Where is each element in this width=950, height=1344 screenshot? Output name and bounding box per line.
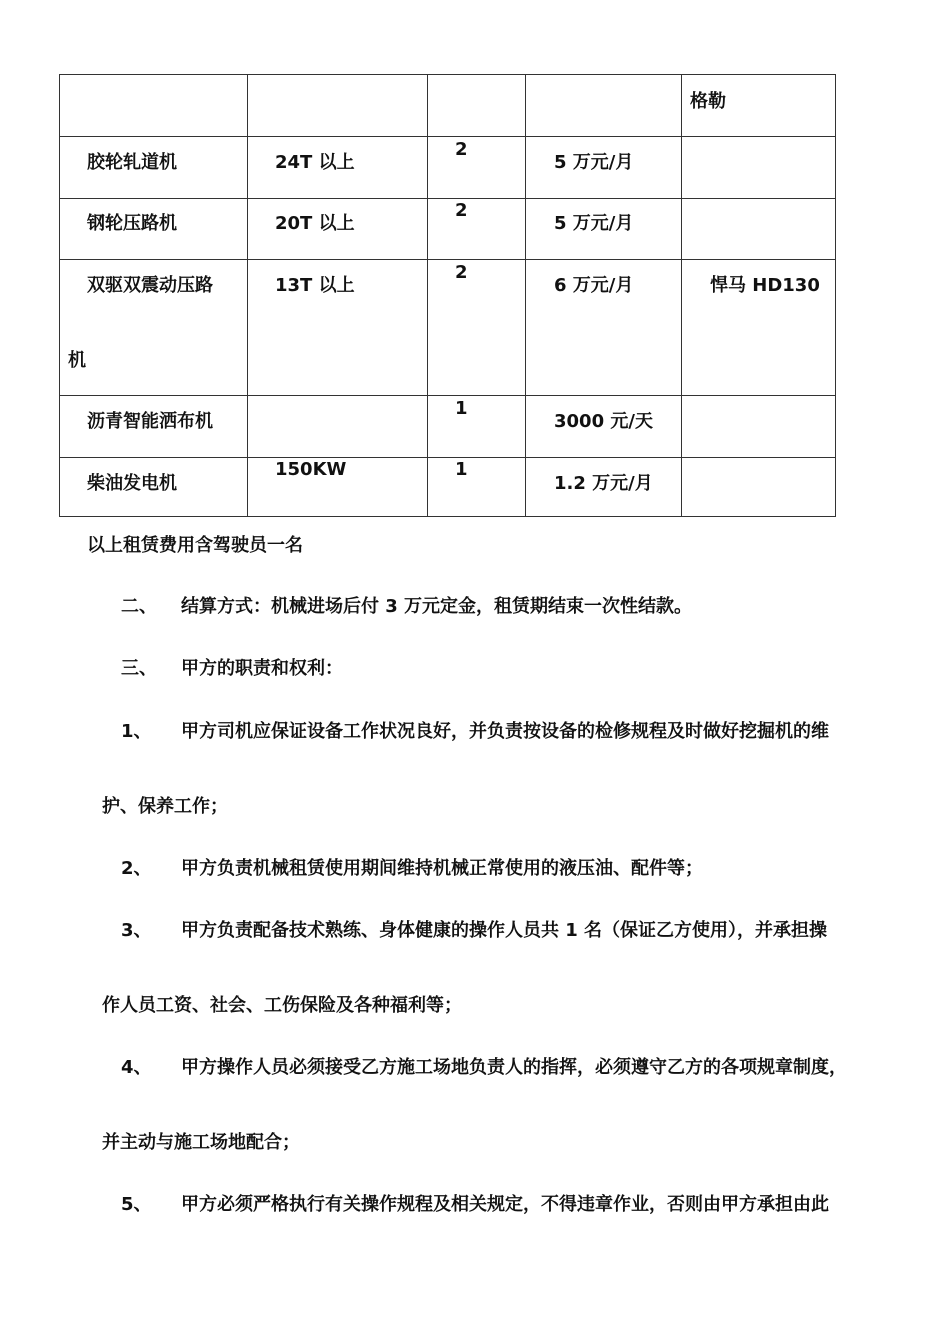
table-cell-name: 沥青智能洒布机 bbox=[87, 411, 213, 432]
table-cell-price: 5 万元/月 bbox=[554, 213, 634, 234]
section-number: 三、 bbox=[121, 658, 157, 679]
section-number: 二、 bbox=[121, 596, 157, 617]
table-cell-qty: 1 bbox=[455, 459, 468, 480]
table-cell-price: 3000 元/天 bbox=[554, 411, 653, 432]
table-cell-name: 胶轮轧道机 bbox=[87, 152, 177, 173]
clause-text: 甲方司机应保证设备工作状况良好，并负责按设备的检修规程及时做好挖掘机的维 bbox=[181, 721, 829, 742]
table-cell-name: 双驱双震动压路 bbox=[87, 275, 213, 296]
row-divider bbox=[60, 457, 835, 458]
clause-text-continued: 护、保养工作； bbox=[102, 796, 228, 817]
table-cell-price: 1.2 万元/月 bbox=[554, 473, 653, 494]
column-divider bbox=[681, 75, 682, 516]
table-cell-name: 钢轮压路机 bbox=[87, 213, 177, 234]
item-number: 5、 bbox=[121, 1194, 152, 1215]
item-number: 1、 bbox=[121, 721, 152, 742]
rental-note: 以上租赁费用含驾驶员一名 bbox=[87, 535, 303, 556]
clause-text-continued: 作人员工资、社会、工伤保险及各种福利等； bbox=[102, 995, 462, 1016]
row-divider bbox=[60, 136, 835, 137]
item-number: 2、 bbox=[121, 858, 152, 879]
table-cell-qty: 1 bbox=[455, 398, 468, 419]
table-cell-spec: 24T 以上 bbox=[275, 152, 355, 173]
clause-text: 甲方操作人员必须接受乙方施工场地负责人的指挥，必须遵守乙方的各项规章制度， bbox=[181, 1057, 847, 1078]
table-cell-price: 6 万元/月 bbox=[554, 275, 634, 296]
clause-text: 甲方负责机械租赁使用期间维持机械正常使用的液压油、配件等； bbox=[181, 858, 703, 879]
row-divider bbox=[60, 395, 835, 396]
table-cell-name-continued: 机 bbox=[68, 350, 86, 371]
column-divider bbox=[525, 75, 526, 516]
table-cell-price: 5 万元/月 bbox=[554, 152, 634, 173]
table-cell-brand: 格勒 bbox=[690, 91, 726, 112]
table-cell-brand: 悍马 HD130 bbox=[710, 275, 820, 296]
table-cell-name: 柴油发电机 bbox=[87, 473, 177, 494]
table-cell-spec: 13T 以上 bbox=[275, 275, 355, 296]
table-cell-spec: 150KW bbox=[275, 459, 347, 480]
row-divider bbox=[60, 198, 835, 199]
row-divider bbox=[60, 259, 835, 260]
item-number: 4、 bbox=[121, 1057, 152, 1078]
item-number: 3、 bbox=[121, 920, 152, 941]
clause-text: 甲方负责配备技术熟练、身体健康的操作人员共 1 名（保证乙方使用），并承担操 bbox=[181, 920, 828, 941]
table-cell-spec: 20T 以上 bbox=[275, 213, 355, 234]
settlement-clause: 结算方式：机械进场后付 3 万元定金，租赁期结束一次性结款。 bbox=[181, 596, 693, 617]
column-divider bbox=[247, 75, 248, 516]
table-cell-qty: 2 bbox=[455, 139, 468, 160]
section-heading: 甲方的职责和权利： bbox=[181, 658, 343, 679]
table-cell-qty: 2 bbox=[455, 200, 468, 221]
clause-text-continued: 并主动与施工场地配合； bbox=[102, 1132, 300, 1153]
column-divider bbox=[427, 75, 428, 516]
table-cell-qty: 2 bbox=[455, 262, 468, 283]
clause-text: 甲方必须严格执行有关操作规程及相关规定，不得违章作业，否则由甲方承担由此 bbox=[181, 1194, 829, 1215]
